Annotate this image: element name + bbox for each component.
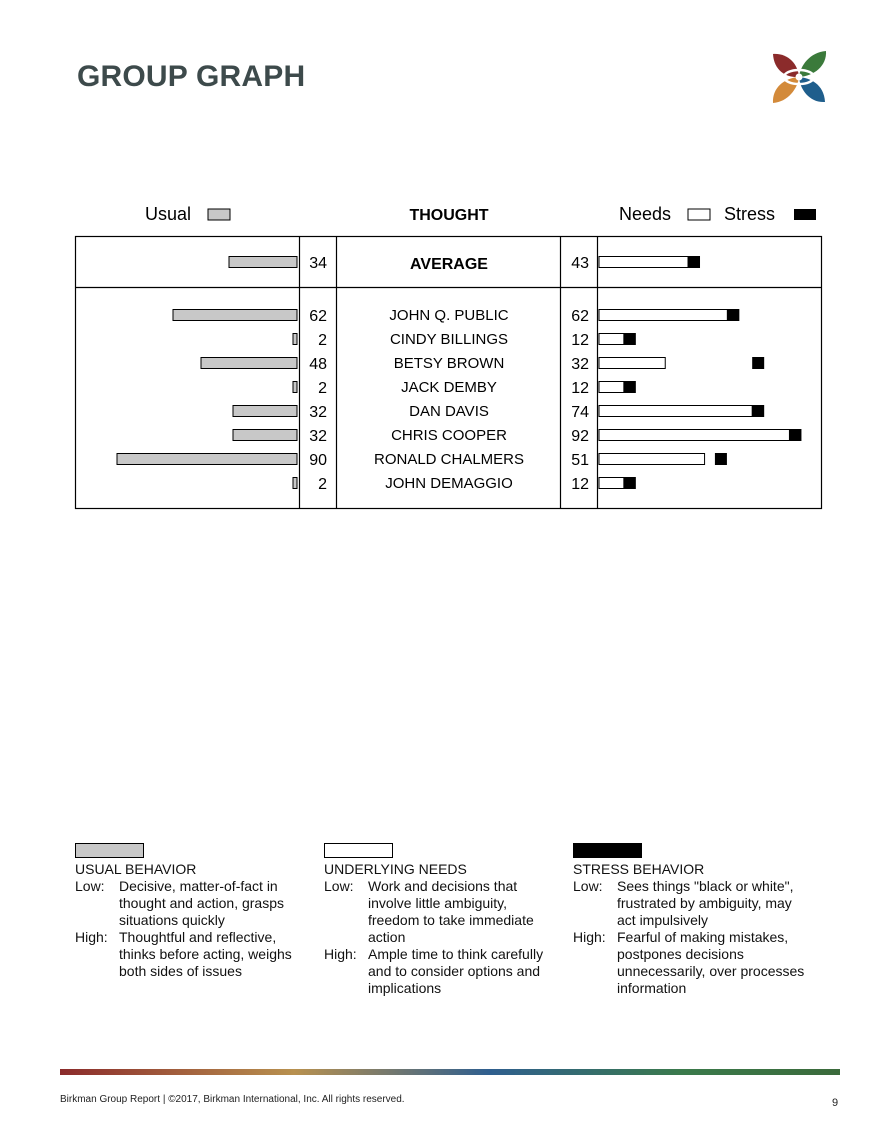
stress-marker — [715, 453, 727, 465]
needs-value-label: 51 — [571, 452, 589, 469]
needs-bar — [599, 257, 688, 268]
usual-bar — [201, 358, 297, 369]
person-name: CINDY BILLINGS — [389, 331, 509, 348]
stress-marker — [624, 477, 636, 489]
decorative-color-stripe — [60, 1069, 840, 1075]
usual-bar — [117, 454, 297, 465]
legend-needs-label: Needs — [619, 204, 672, 224]
needs-swatch — [324, 843, 393, 858]
needs-value-label: 12 — [571, 380, 589, 397]
person-name: JOHN DEMAGGIO — [385, 475, 513, 492]
usual-behavior-title: USUAL BEHAVIOR — [75, 861, 197, 877]
stress-marker — [624, 381, 636, 393]
usual-bar — [173, 310, 297, 321]
chart-title: THOUGHT — [409, 207, 489, 224]
low-label: Low: — [573, 878, 603, 894]
usual-value-label: 2 — [318, 476, 327, 493]
low-label: Low: — [75, 878, 105, 894]
needs-bar — [599, 430, 789, 441]
usual-bar — [293, 478, 297, 489]
needs-value-label: 32 — [571, 356, 589, 373]
needs-low-text: Work and decisions that involve little ambiguity, freedom to take immediate action — [368, 878, 534, 945]
usual-value-label: 32 — [309, 404, 327, 421]
needs-value-label: 12 — [571, 332, 589, 349]
legend-usual-label: Usual — [145, 204, 192, 224]
usual-value-label: 32 — [309, 428, 327, 445]
stress-swatch — [573, 843, 642, 858]
legend-stress-behavior — [573, 843, 808, 997]
average-label: AVERAGE — [410, 256, 488, 273]
stress-marker — [624, 333, 636, 345]
stress-marker — [688, 256, 700, 268]
high-label: High: — [75, 929, 108, 945]
needs-value-label: 43 — [571, 255, 589, 272]
usual-value-label: 2 — [318, 380, 327, 397]
needs-bar — [599, 334, 624, 345]
stress-marker — [727, 309, 739, 321]
person-name: BETSY BROWN — [393, 355, 505, 372]
page-number: 9 — [832, 1097, 839, 1109]
needs-bar — [599, 382, 624, 393]
needs-value-label: 74 — [571, 404, 589, 421]
legend-stress-label: Stress — [724, 204, 776, 224]
chart-marks — [117, 255, 801, 493]
needs-value-label: 12 — [571, 476, 589, 493]
usual-bar — [293, 334, 297, 345]
usual-bar — [233, 406, 297, 417]
legend-usual-swatch — [208, 209, 230, 220]
person-name: JOHN Q. PUBLIC — [389, 307, 509, 324]
low-label: Low: — [324, 878, 354, 894]
usual-value-label: 34 — [309, 255, 327, 272]
stress-marker — [752, 405, 764, 417]
usual-swatch — [75, 843, 144, 858]
stress-low-text: Sees things "black or white", frustrated by ambiguity, may act impulsively — [617, 878, 794, 928]
stress-marker — [789, 429, 801, 441]
page-title: GROUP GRAPH — [77, 60, 306, 93]
usual-bar — [233, 430, 297, 441]
stress-behavior-title: STRESS BEHAVIOR — [573, 861, 705, 877]
usual-value-label: 48 — [309, 356, 327, 373]
usual-value-label: 90 — [309, 452, 327, 469]
usual-low-text: Decisive, matter-of-fact in thought and action, grasps situations quickly — [119, 878, 285, 928]
usual-bar — [229, 257, 297, 268]
usual-value-label: 2 — [318, 332, 327, 349]
usual-value-label: 62 — [309, 308, 327, 325]
high-label: High: — [324, 946, 357, 962]
underlying-needs-title: UNDERLYING NEEDS — [324, 861, 467, 877]
needs-value-label: 92 — [571, 428, 589, 445]
person-name: CHRIS COOPER — [391, 427, 507, 444]
legend-stress-swatch — [794, 209, 816, 220]
person-name: DAN DAVIS — [409, 403, 489, 420]
person-name: JACK DEMBY — [401, 379, 497, 396]
needs-bar — [599, 454, 705, 465]
needs-value-label: 62 — [571, 308, 589, 325]
needs-bar — [599, 358, 665, 369]
legend-underlying-needs — [324, 843, 559, 997]
high-label: High: — [573, 929, 606, 945]
person-name: RONALD CHALMERS — [373, 451, 525, 468]
stress-high-text: Fearful of making mistakes, postpones decisions unnecessarily, over processes information — [617, 929, 805, 996]
usual-bar — [293, 382, 297, 393]
legend-needs-swatch — [688, 209, 710, 220]
stress-marker — [752, 357, 764, 369]
needs-bar — [599, 406, 752, 417]
footer-text: Birkman Group Report | ©2017, Birkman International, Inc. All rights reserved. — [60, 1094, 405, 1105]
usual-high-text: Thoughtful and reflective, thinks before acting, weighs both sides of issues — [119, 929, 292, 979]
needs-bar — [599, 310, 727, 321]
needs-bar — [599, 478, 624, 489]
thought-group-chart — [0, 0, 880, 560]
needs-high-text: Ample time to think carefully and to consider options and implications — [368, 946, 544, 996]
legend-usual-behavior — [75, 843, 310, 980]
